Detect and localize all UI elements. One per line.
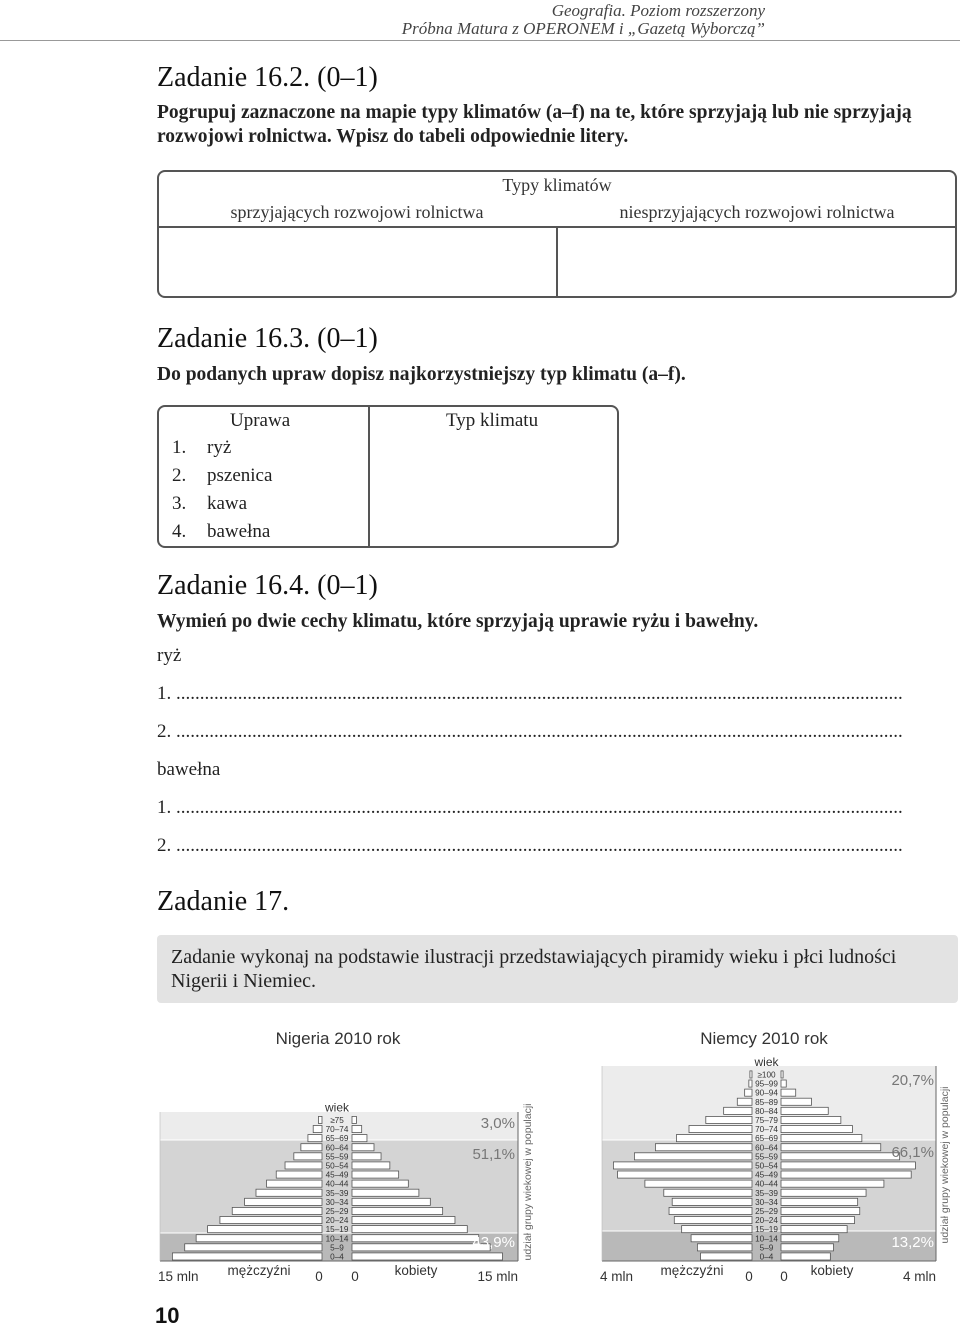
female-bar xyxy=(352,1171,399,1178)
right-scale-label: 4 mln xyxy=(902,1269,936,1284)
female-bar xyxy=(781,1235,839,1242)
female-bar xyxy=(352,1198,430,1205)
pct-old-label: 3,0% xyxy=(480,1115,515,1132)
male-bar xyxy=(745,1089,752,1096)
female-bar xyxy=(781,1217,855,1224)
right-scale-label: 15 mln xyxy=(477,1269,518,1284)
male-bar xyxy=(669,1207,752,1214)
age-group-label: 90–94 xyxy=(755,1088,778,1098)
age-group-label: 85–89 xyxy=(755,1097,778,1107)
rice-label: ryż xyxy=(157,645,182,666)
table-column-divider xyxy=(556,226,558,296)
favorable-answer-cell[interactable] xyxy=(160,229,554,295)
male-bar xyxy=(172,1253,322,1260)
female-bar xyxy=(781,1080,786,1087)
climate-column-header: Typ klimatu xyxy=(446,410,539,431)
female-bar xyxy=(781,1107,828,1114)
side-axis-label: udział grupy wiekowej w populacji xyxy=(939,1086,951,1244)
crop-row-name: pszenica xyxy=(207,465,273,486)
pyramid-title: Nigeria 2010 rok xyxy=(275,1029,401,1048)
unfavorable-answer-cell[interactable] xyxy=(560,229,954,295)
male-bar xyxy=(308,1135,322,1142)
nigeria-pyramid xyxy=(158,1029,534,1284)
female-bar xyxy=(781,1153,900,1160)
age-group-label: 10–14 xyxy=(755,1234,778,1244)
age-group-label: 20–24 xyxy=(325,1216,349,1226)
female-bar xyxy=(781,1144,881,1151)
task-16-2-instruction-1: Pogrupuj zaznaczone na mapie typy klimatów (a–f) na te, które sprzyjają lub nie sprzyjają xyxy=(157,102,912,123)
male-bar xyxy=(706,1116,752,1123)
age-axis-label: wiek xyxy=(324,1100,350,1115)
age-group-label: 35–39 xyxy=(325,1188,349,1198)
female-bar xyxy=(352,1217,455,1224)
age-group-label: 5–9 xyxy=(759,1243,774,1253)
female-bar xyxy=(781,1116,841,1123)
male-bar xyxy=(196,1235,322,1242)
crop-row-number: 2. xyxy=(172,465,187,486)
zero-right-label: 0 xyxy=(351,1269,359,1284)
age-group-label: 0–4 xyxy=(759,1252,774,1262)
age-group-label: 50–54 xyxy=(325,1161,349,1171)
age-group-label: 80–84 xyxy=(755,1106,778,1116)
male-bar xyxy=(301,1144,322,1151)
male-bar xyxy=(682,1226,752,1233)
female-bar xyxy=(781,1189,866,1196)
female-bar xyxy=(352,1235,479,1242)
female-bar xyxy=(781,1198,858,1205)
female-bar xyxy=(781,1180,884,1187)
page-number: 10 xyxy=(155,1303,180,1328)
age-group-label: 55–59 xyxy=(755,1152,778,1162)
age-group-label: 15–19 xyxy=(325,1225,349,1235)
female-bar xyxy=(781,1126,852,1133)
population-pyramids xyxy=(0,1010,960,1300)
age-group-label: ≥100 xyxy=(757,1070,776,1080)
age-group-label: 25–29 xyxy=(755,1207,778,1216)
age-group-label: 40–44 xyxy=(325,1179,349,1189)
crop-row-number: 1. xyxy=(172,437,187,458)
cotton-label: bawełna xyxy=(157,759,221,780)
male-label: mężczyźni xyxy=(227,1263,291,1278)
task-16-4-title: Zadanie 16.4. (0–1) xyxy=(157,570,378,601)
female-bar xyxy=(781,1098,811,1105)
female-bar xyxy=(781,1226,847,1233)
age-group-label: 60–64 xyxy=(325,1143,349,1153)
male-bar xyxy=(613,1162,752,1169)
crop-row-name: ryż xyxy=(207,437,232,458)
age-group-label: 60–64 xyxy=(755,1143,778,1153)
female-bar xyxy=(352,1162,390,1169)
age-group-label: ≥75 xyxy=(330,1116,344,1125)
climate-types-header: Typy klimatów xyxy=(502,175,612,195)
female-bar xyxy=(352,1153,381,1160)
male-bar xyxy=(691,1235,752,1242)
header-divider xyxy=(0,40,960,41)
left-scale-label: 15 mln xyxy=(158,1269,199,1284)
age-group-label: 55–59 xyxy=(325,1152,349,1162)
task-17-info-box: Zadanie wykonaj na podstawie ilustracji przedstawiających piramidy wieku i płci ludności Nigerii i Niemiec. xyxy=(157,935,958,1003)
female-bar xyxy=(352,1126,362,1133)
male-bar xyxy=(701,1253,752,1260)
task-16-3-title: Zadanie 16.3. (0–1) xyxy=(157,323,378,354)
age-group-label: 5–9 xyxy=(330,1243,344,1253)
female-bar xyxy=(781,1253,830,1260)
task-17-title: Zadanie 17. xyxy=(157,886,290,917)
female-label: kobiety xyxy=(810,1263,854,1278)
male-bar xyxy=(232,1207,322,1214)
female-bar xyxy=(352,1180,408,1187)
crop-row-number: 4. xyxy=(172,521,187,542)
male-bar xyxy=(672,1198,752,1205)
age-group-label: 20–24 xyxy=(755,1216,778,1226)
rice-answer-2[interactable]: 2. ......................................................................................................................................................... xyxy=(157,721,903,742)
crop-table-divider xyxy=(368,405,370,548)
male-bar xyxy=(618,1171,752,1178)
male-bar xyxy=(724,1107,752,1114)
male-bar xyxy=(267,1180,322,1187)
pct-old-label: 20,7% xyxy=(891,1072,934,1089)
male-bar xyxy=(676,1135,752,1142)
age-group-label: 75–79 xyxy=(755,1116,778,1125)
male-bar xyxy=(674,1217,752,1224)
age-group-label: 95–99 xyxy=(755,1079,778,1089)
female-bar xyxy=(781,1162,915,1169)
header-subject: Geografia. Poziom rozszerzony xyxy=(551,1,765,20)
age-group-label: 65–69 xyxy=(755,1134,778,1144)
male-label: mężczyźni xyxy=(660,1263,724,1278)
female-bar xyxy=(781,1071,783,1078)
age-group-label: 25–29 xyxy=(325,1207,349,1216)
crop-row-name: kawa xyxy=(207,493,248,514)
germany-pyramid xyxy=(600,1029,951,1284)
female-bar xyxy=(352,1116,356,1123)
age-group-label: 35–39 xyxy=(755,1188,778,1198)
male-bar xyxy=(664,1189,752,1196)
male-bar xyxy=(750,1071,752,1078)
male-bar xyxy=(220,1217,322,1224)
male-bar xyxy=(313,1126,322,1133)
female-bar xyxy=(352,1253,502,1260)
female-bar xyxy=(781,1207,860,1214)
male-bar xyxy=(689,1126,752,1133)
age-group-label: 65–69 xyxy=(325,1134,349,1144)
left-scale-label: 4 mln xyxy=(600,1269,634,1284)
zero-left-label: 0 xyxy=(745,1269,753,1284)
age-group-label: 45–49 xyxy=(755,1170,778,1180)
male-bar xyxy=(697,1244,752,1251)
task-16-2-title: Zadanie 16.2. (0–1) xyxy=(157,62,378,93)
age-group-label: 0–4 xyxy=(330,1252,344,1262)
pct-young-label: 43,9% xyxy=(472,1234,515,1251)
side-axis-label: udział grupy wiekowej w populacji xyxy=(522,1103,534,1261)
pct-young-label: 13,2% xyxy=(891,1234,934,1251)
female-bar xyxy=(352,1144,374,1151)
task-16-3-instruction: Do podanych upraw dopisz najkorzystniejszy typ klimatu (a–f). xyxy=(157,364,686,385)
cotton-answer-2[interactable]: 2. ......................................................................................................................................................... xyxy=(157,835,903,856)
female-bar xyxy=(781,1244,834,1251)
age-group-label: 50–54 xyxy=(755,1161,778,1171)
age-axis-label: wiek xyxy=(754,1054,779,1069)
male-bar xyxy=(294,1153,322,1160)
cotton-answer-1[interactable]: 1. ......................................................................................................................................................... xyxy=(157,797,903,818)
crop-row-name: bawełna xyxy=(207,521,271,542)
female-bar xyxy=(352,1135,367,1142)
male-bar xyxy=(256,1189,322,1196)
male-bar xyxy=(634,1153,752,1160)
pyramid-title: Niemcy 2010 rok xyxy=(700,1029,828,1048)
age-group-label: 15–19 xyxy=(755,1225,778,1235)
male-bar xyxy=(318,1116,322,1123)
pct-working-label: 66,1% xyxy=(891,1144,934,1161)
female-label: kobiety xyxy=(394,1263,438,1278)
age-group-label: 70–74 xyxy=(325,1125,349,1135)
female-bar xyxy=(781,1135,862,1142)
task-16-2-instruction-2: rozwojowi rolnictwa. Wpisz do tabeli odpowiednie litery. xyxy=(157,126,629,147)
female-bar xyxy=(781,1171,911,1178)
header-exam: Próbna Matura z OPERONEM i „Gazetą Wyborczą” xyxy=(401,19,765,38)
male-bar xyxy=(185,1244,322,1251)
climate-answer-cell[interactable] xyxy=(372,435,616,545)
female-bar xyxy=(352,1207,443,1214)
crop-row-number: 3. xyxy=(172,493,187,514)
age-group-label: 30–34 xyxy=(325,1197,349,1207)
male-bar xyxy=(645,1180,752,1187)
male-bar xyxy=(655,1144,752,1151)
male-bar xyxy=(245,1198,322,1205)
female-bar xyxy=(781,1089,796,1096)
male-bar xyxy=(285,1162,322,1169)
female-bar xyxy=(352,1189,419,1196)
favorable-column-header: sprzyjających rozwojowi rolnictwa xyxy=(230,202,484,222)
task-16-4-instruction: Wymień po dwie cechy klimatu, które sprzyjają uprawie ryżu i bawełny. xyxy=(157,611,759,632)
female-bar xyxy=(352,1244,490,1251)
male-bar xyxy=(208,1226,322,1233)
age-group-label: 70–74 xyxy=(755,1125,778,1135)
male-bar xyxy=(276,1171,322,1178)
male-bar xyxy=(737,1098,752,1105)
zero-right-label: 0 xyxy=(780,1269,788,1284)
age-group-label: 30–34 xyxy=(755,1197,778,1207)
female-bar xyxy=(352,1226,467,1233)
age-group-label: 10–14 xyxy=(325,1234,349,1244)
pct-working-label: 51,1% xyxy=(472,1146,515,1163)
age-group-label: 40–44 xyxy=(755,1179,778,1189)
unfavorable-column-header: niesprzyjających rozwojowi rolnictwa xyxy=(619,202,895,222)
rice-answer-1[interactable]: 1. ......................................................................................................................................................... xyxy=(157,683,903,704)
age-group-label: 45–49 xyxy=(325,1170,349,1180)
crop-column-header: Uprawa xyxy=(230,410,291,431)
zero-left-label: 0 xyxy=(315,1269,323,1284)
male-bar xyxy=(749,1080,752,1087)
